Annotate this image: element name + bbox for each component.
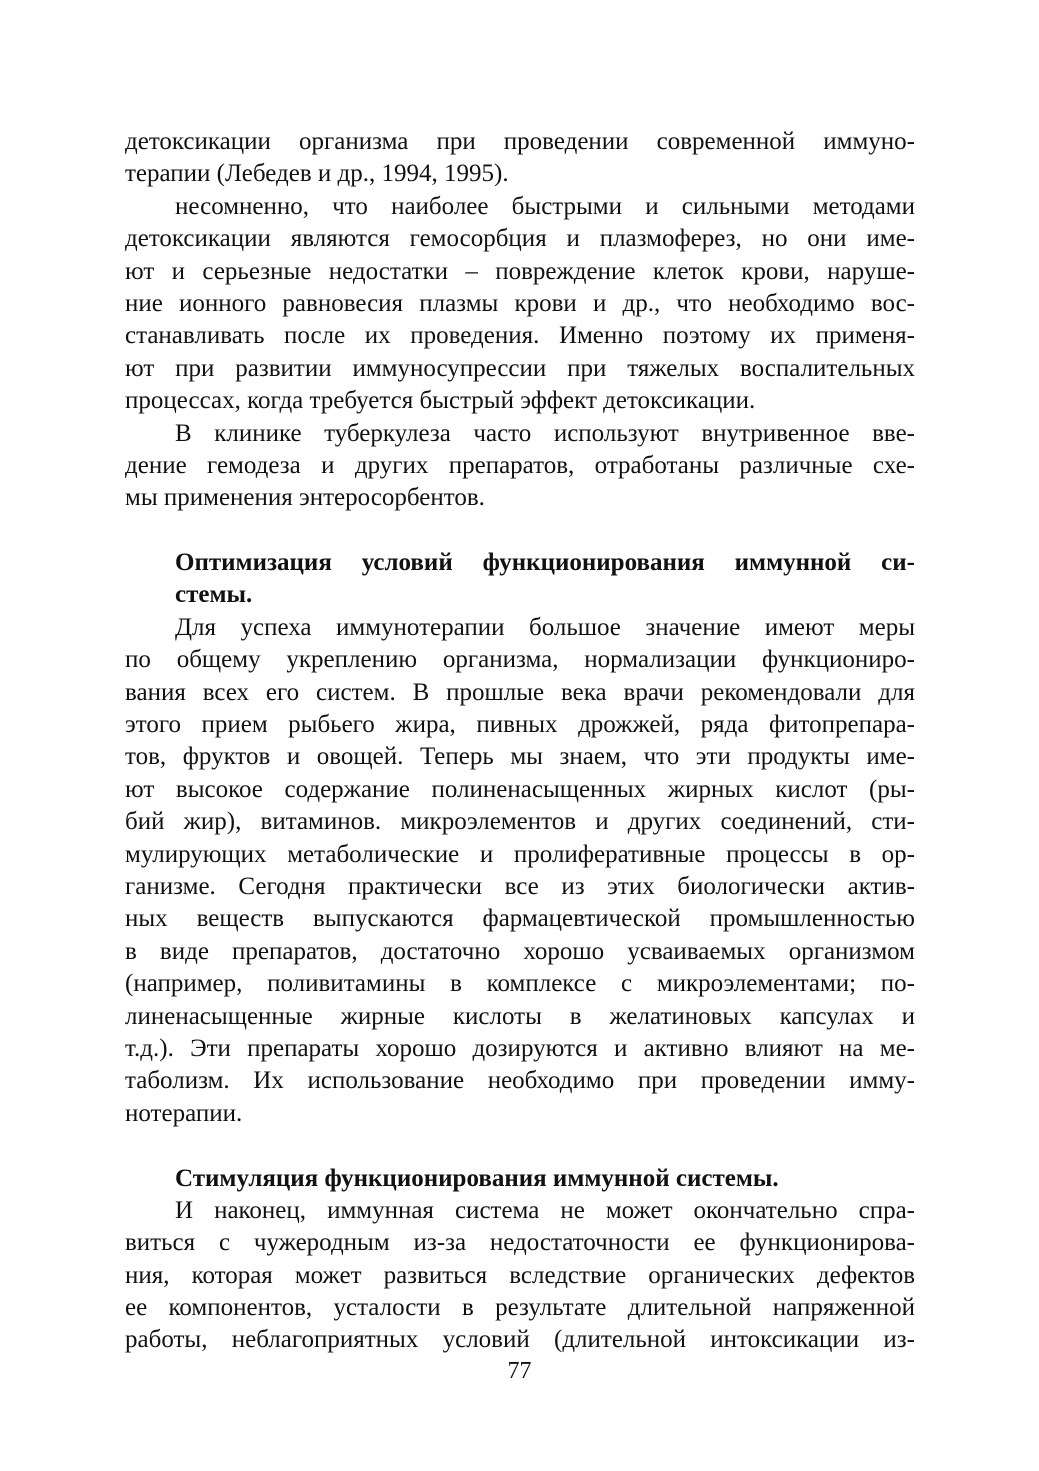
- text-line: ее компонентов, усталости в результате длительной напряженной: [125, 1294, 915, 1322]
- text-line: ют высокое содержание полиненасыщенных жирных кислот (ры-: [125, 775, 915, 803]
- heading-line: стемы.: [175, 581, 253, 609]
- text-line: в виде препаратов, достаточно хорошо усваиваемых организмом: [125, 937, 915, 965]
- text-line: ных веществ выпускаются фармацевтической промышленностью: [125, 905, 915, 933]
- text-line: нотерапии.: [125, 1099, 243, 1127]
- text-line: ют и серьезные недостатки – повреждение клеток крови, наруше-: [125, 257, 915, 285]
- text-line: дение гемодеза и других препаратов, отработаны различные схе-: [125, 451, 915, 479]
- heading-line: Оптимизация условий функционирования иммунной си-: [175, 549, 915, 577]
- text-line: станавливать после их проведения. Именно поэтому их применя-: [125, 322, 915, 350]
- text-line: линенасыщенные жирные кислоты в желатиновых капсулах и: [125, 1002, 915, 1030]
- text-line: мулирующих метаболические и пролиферативные процессы в ор-: [125, 840, 915, 868]
- text-line: мы применения энтеросорбентов.: [125, 484, 485, 512]
- section-heading: [125, 1163, 915, 1195]
- text-line: детоксикации организма при проведении современной иммуно-: [125, 128, 915, 155]
- text-line: детоксикации являются гемосорбция и плазмоферез, но они име-: [125, 225, 915, 253]
- section-spacer: [125, 1130, 915, 1162]
- text-line: ганизме. Сегодня практически все из этих биологически актив-: [125, 872, 915, 900]
- text-line: В клинике туберкулеза часто используют внутривенное вве-: [175, 419, 915, 447]
- text-line: Для успеха иммунотерапии большое значение имеют меры: [175, 613, 915, 641]
- text-line: этого прием рыбьего жира, пивных дрожжей, ряда фитопрепара-: [125, 711, 915, 739]
- page-body: [125, 126, 915, 1357]
- text-line: бий жир), витаминов. микроэлементов и других соединений, сти-: [125, 808, 915, 836]
- text-line: процессах, когда требуется быстрый эффект детоксикации.: [125, 387, 756, 415]
- text-line: несомненно, что наиболее быстрыми и сильными методами: [175, 192, 915, 220]
- section-spacer: [125, 515, 915, 547]
- text-line: ют при развитии иммуносупрессии при тяжелых воспалительных: [125, 354, 915, 382]
- text-line: терапии (Лебедев и др., 1994, 1995).: [125, 160, 509, 188]
- heading-line: Стимуляция функционирования иммунной системы.: [175, 1164, 779, 1192]
- text-line: И наконец, иммунная система не может окончательно спра-: [175, 1196, 915, 1224]
- paragraph: [125, 191, 915, 418]
- text-line: (например, поливитамины в комплексе с микроэлементами; по-: [125, 970, 915, 998]
- page-number: 77: [507, 1358, 532, 1384]
- paragraph: [125, 126, 915, 191]
- text-line: таболизм. Их использование необходимо при проведении имму-: [125, 1067, 915, 1095]
- section-heading: [125, 547, 915, 612]
- text-line: работы, неблагоприятных условий (длительной интоксикации из-: [125, 1326, 915, 1354]
- text-line: вания всех его систем. В прошлые века врачи рекомендовали для: [125, 678, 915, 706]
- text-line: ние ионного равновесия плазмы крови и др., что необходимо вос-: [125, 289, 915, 317]
- text-line: ния, которая может развиться вследствие органических дефектов: [125, 1261, 915, 1289]
- text-line: виться с чужеродным из-за недостаточности ее функционирова-: [125, 1229, 915, 1257]
- paragraph: [125, 612, 915, 1130]
- text-line: по общему укреплению организма, нормализации функциониро-: [125, 646, 915, 674]
- paragraph: [125, 418, 915, 515]
- text-line: т.д.). Эти препараты хорошо дозируются и активно влияют на ме-: [125, 1034, 915, 1062]
- paragraph: [125, 1195, 915, 1357]
- text-line: тов, фруктов и овощей. Теперь мы знаем, что эти продукты име-: [125, 743, 915, 771]
